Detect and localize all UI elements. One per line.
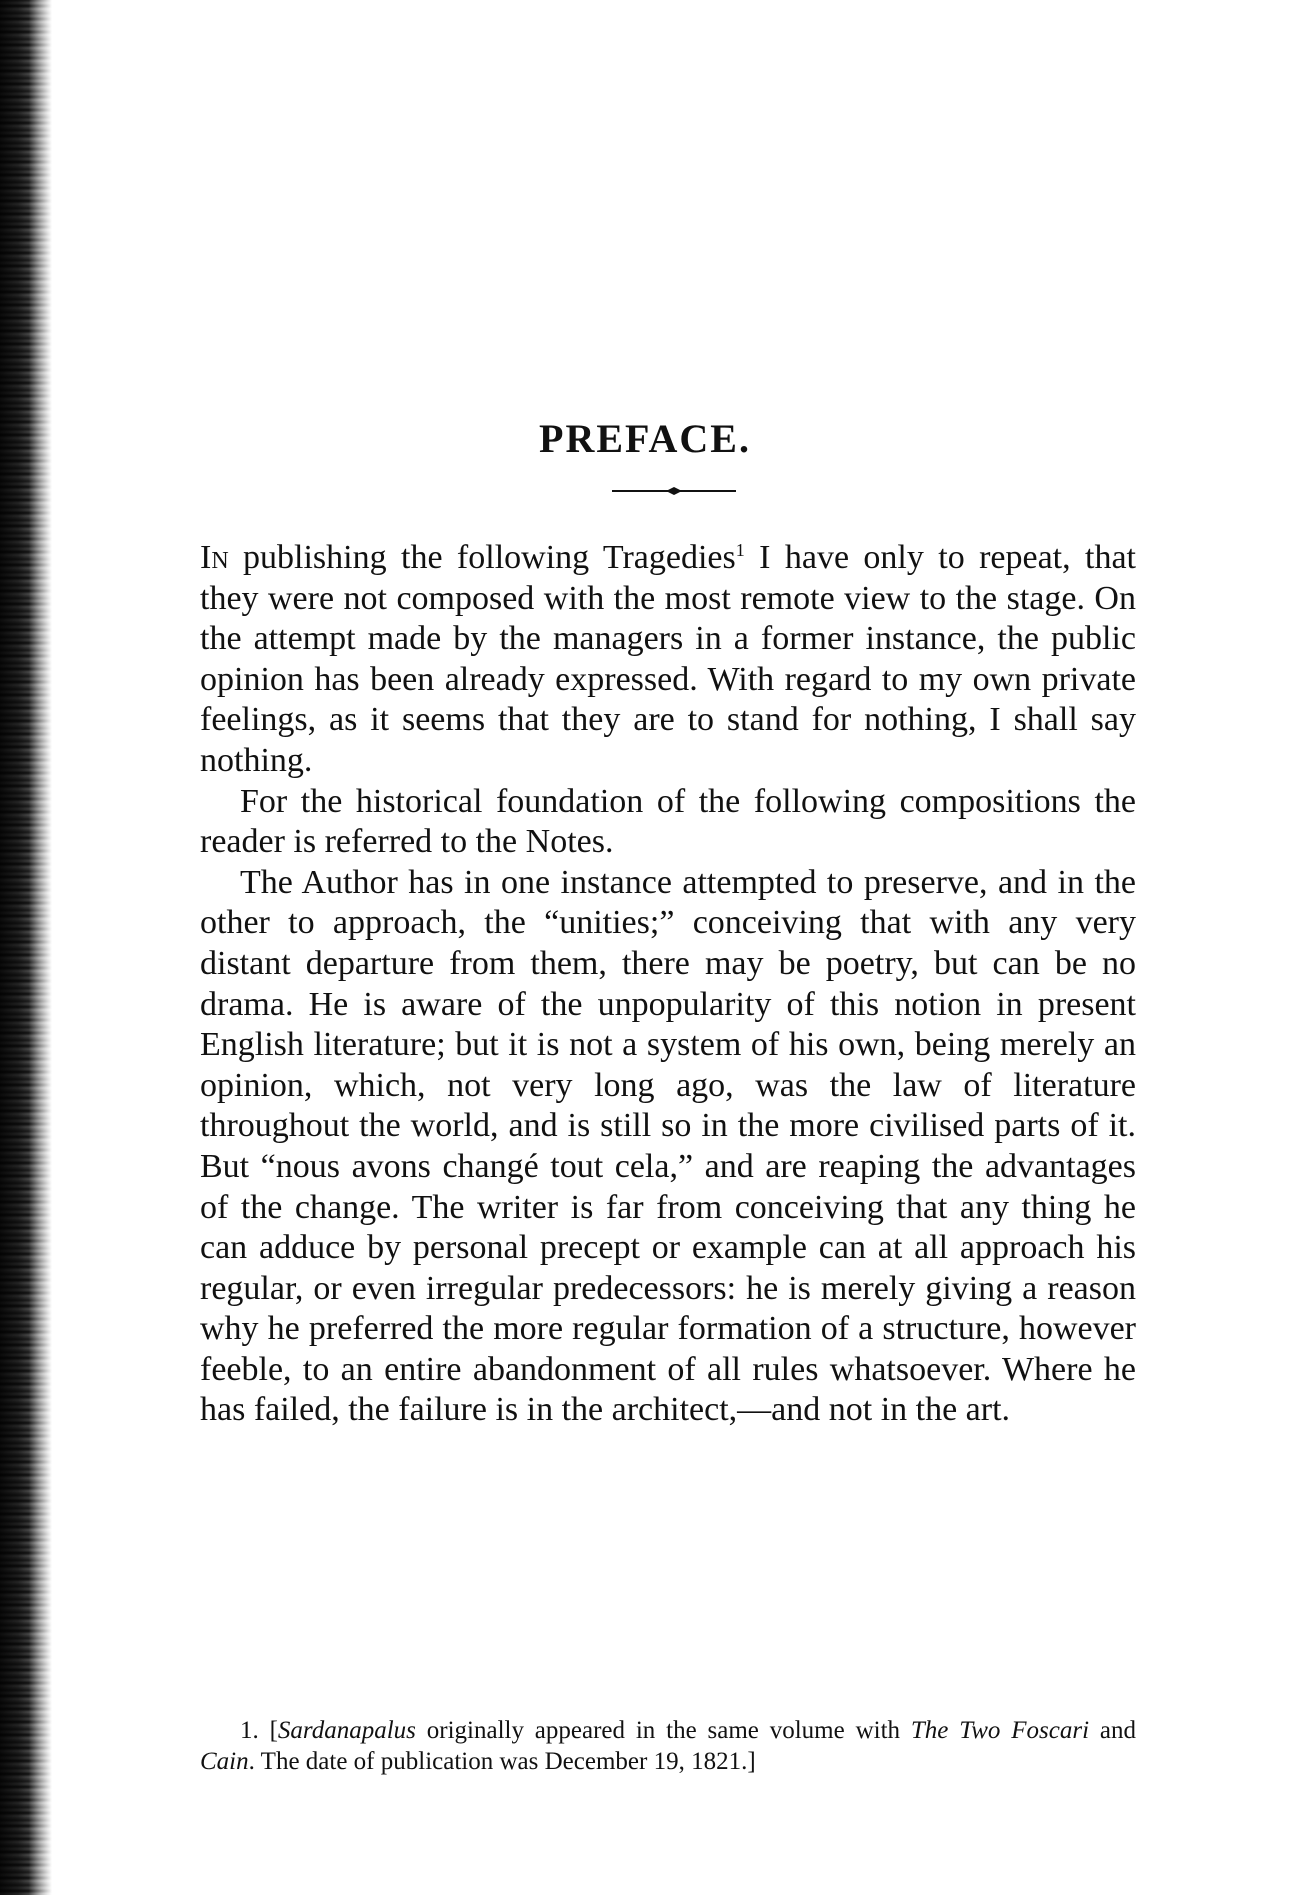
footnote-reference: 1 (735, 540, 745, 560)
footnote-title-sardanapalus: Sardanapalus (277, 1717, 416, 1744)
footnote-text-2: and (1089, 1717, 1136, 1744)
footnote-title-two-foscari: The Two Foscari (910, 1717, 1090, 1744)
paragraph-2: For the historical foundation of the following compositions the reader is referred to the Notes. (200, 782, 1136, 861)
footnote-open-bracket: [ (269, 1717, 278, 1744)
page-title: PREFACE. (539, 415, 751, 461)
footnote-number: 1. (240, 1717, 259, 1744)
footnote-title-cain: Cain (200, 1748, 249, 1775)
footnote-text-3: . The date of publication was December 19, 1821.] (248, 1748, 756, 1775)
footnote-text-1: originally appeared in the same volume with (415, 1717, 911, 1744)
drop-lead-word: In (200, 539, 229, 576)
paragraph-1-text-a: publishing the following Tragedies (228, 539, 736, 576)
footnote (200, 1715, 1136, 1777)
paragraph-1 (200, 538, 1136, 782)
preface-body (200, 538, 1136, 1431)
paragraph-3: The Author has in one instance attempted to preserve, and in the other to approach, the “unities;” conceiving that with any very distant departure from them, there may be poetry, but can be no drama. He is aware of the unpopularity of this notion in present English literature; but it is not a system of his own, being merely an opinion, which, not very long ago, was the law of literature throughout the world, and is still so in the more civilised parts of it. But “nous avons changé tout cela,” and are reaping the advantages of the change. The writer is far from conceiving that any thing he can adduce by personal precept or example can at all approach his regular, or even irregular predecessors: he is merely giving a reason why he preferred the more regular formation of a structure, however feeble, to an entire abandonment of all rules whatsoever. Where he has failed, the failure is in the architect,—and not in the art. (200, 863, 1136, 1429)
paragraph-1-text-b: I have only to repeat, that they were not composed with the most remote view to the stage. On the attempt made by the managers in a former instance, the public opinion has been already expressed. With regard to my own private feelings, as it seems that they are to stand for nothing, I shall say nothing. (200, 539, 1137, 779)
title-ornament-rule (612, 486, 736, 496)
book-spine-shadow (0, 0, 52, 1895)
